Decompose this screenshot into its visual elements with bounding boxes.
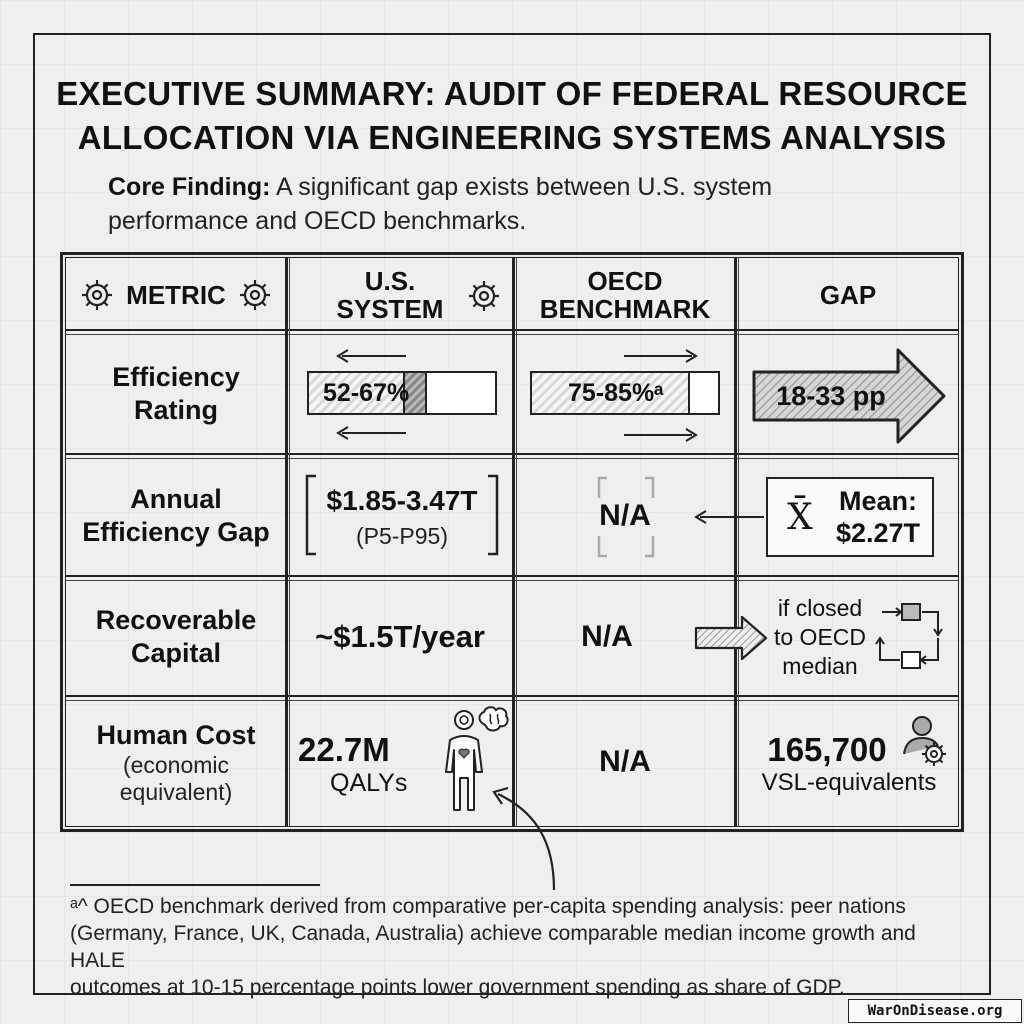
arrow-left-icon [336,349,416,363]
title-line-2: ALLOCATION VIA ENGINEERING SYSTEMS ANALYSIS [77,119,947,156]
row-label-line: (economic [122,751,230,778]
gap-recoverable-line-2: to OECD [773,623,867,650]
row-label-line: Rating [134,395,218,425]
arrow-left-icon [694,509,766,525]
footnote-line-1: ᵃ^ OECD benchmark derived from comparative per-capita spending analysis: peer nations [70,895,906,918]
core-finding-text-2: performance and OECD benchmarks. [108,207,527,235]
hatched-arrow-icon [694,614,768,662]
row-label-line: Efficiency Gap [82,517,270,547]
arrow-right-icon [620,349,700,363]
footnote-rule [70,884,320,886]
header-metric-label: METRIC [126,280,226,310]
core-finding-text-1: A significant gap exists between U.S. system [270,173,773,201]
table-divider [734,257,737,827]
oecd-annual-gap: N/A [599,499,651,532]
row-label-annual-gap [68,458,284,574]
oecd-efficiency-value: 75-85%ᵃ [568,378,664,407]
gap-human-cost-unit: VSL-equivalents [761,769,937,796]
row-label-efficiency [68,336,284,452]
header-us-line-2: SYSTEM [336,294,444,324]
row-label-line: equivalent) [119,778,233,805]
us-annual-gap [300,478,504,556]
footnote [70,893,970,1001]
gap-efficiency-value: 18-33 pp [776,380,886,411]
row-label-human-cost [68,700,284,824]
gear-icon [467,279,501,313]
us-human-cost-unit: QALYs [330,768,408,797]
row-label-line: Capital [130,638,222,668]
oecd-recoverable: N/A [581,620,633,653]
header-us-line-1: U.S. [364,266,416,296]
us-human-cost-value: 22.7M [298,730,390,768]
row-label-line: Recoverable [95,605,257,635]
core-finding [108,170,928,238]
header-metric [68,262,284,328]
header-oecd-line-1: OECD [587,266,663,296]
header-gap [739,262,957,328]
title-line-1: EXECUTIVE SUMMARY: AUDIT OF FEDERAL RESOURCE [56,75,968,112]
row-label-line: Annual [130,484,222,514]
footnote-line-2: (Germany, France, UK, Canada, Australia) achieve comparable median income growth and HALE [70,922,916,972]
us-annual-gap-value: $1.85-3.47T [326,484,478,516]
header-us-system [290,262,490,328]
table-divider [512,257,515,827]
header-oecd-line-2: BENCHMARK [539,294,711,324]
gap-human-cost-value: 165,700 [767,731,887,768]
gear-icon [80,278,114,312]
gap-mean-label: Mean: [838,486,917,516]
brain-icon [478,706,508,732]
core-finding-label: Core Finding: [108,173,271,201]
gap-mean-value [824,482,932,552]
us-efficiency-bar [307,371,497,415]
brand-link[interactable]: WarOnDisease.org [848,999,1022,1023]
mean-symbol: X̄ [787,496,813,538]
row-label-recoverable [68,580,284,694]
gap-recoverable-note [764,592,876,682]
table-divider [285,257,288,827]
gap-recoverable-line-1: if closed [777,594,863,621]
page-title [40,72,984,160]
oecd-human-cost: N/A [599,745,651,778]
gap-recoverable-line-3: median [782,652,858,679]
row-label-line: Efficiency [112,362,240,392]
header-gap-label: GAP [819,280,877,310]
flow-cycle-icon [874,598,948,674]
row-label-line: Human Cost [96,719,256,750]
footnote-line-3: outcomes at 10-15 percentage points lower government spending as share of GDP. [70,976,845,999]
us-recoverable: ~$1.5T/year [315,619,485,654]
header-oecd-benchmark [517,262,733,328]
arrow-right-icon [620,428,700,442]
gear-icon [238,278,272,312]
oecd-efficiency-bar [530,371,720,415]
person-gear-icon [900,714,950,770]
us-annual-gap-range: (P5-P95) [355,522,449,549]
callout-arrow-icon [486,782,566,892]
us-efficiency-value: 52-67% [323,378,410,407]
gap-mean-amount: $2.27T [835,518,921,548]
arrow-left-icon [336,426,416,440]
us-human-cost [298,722,438,806]
